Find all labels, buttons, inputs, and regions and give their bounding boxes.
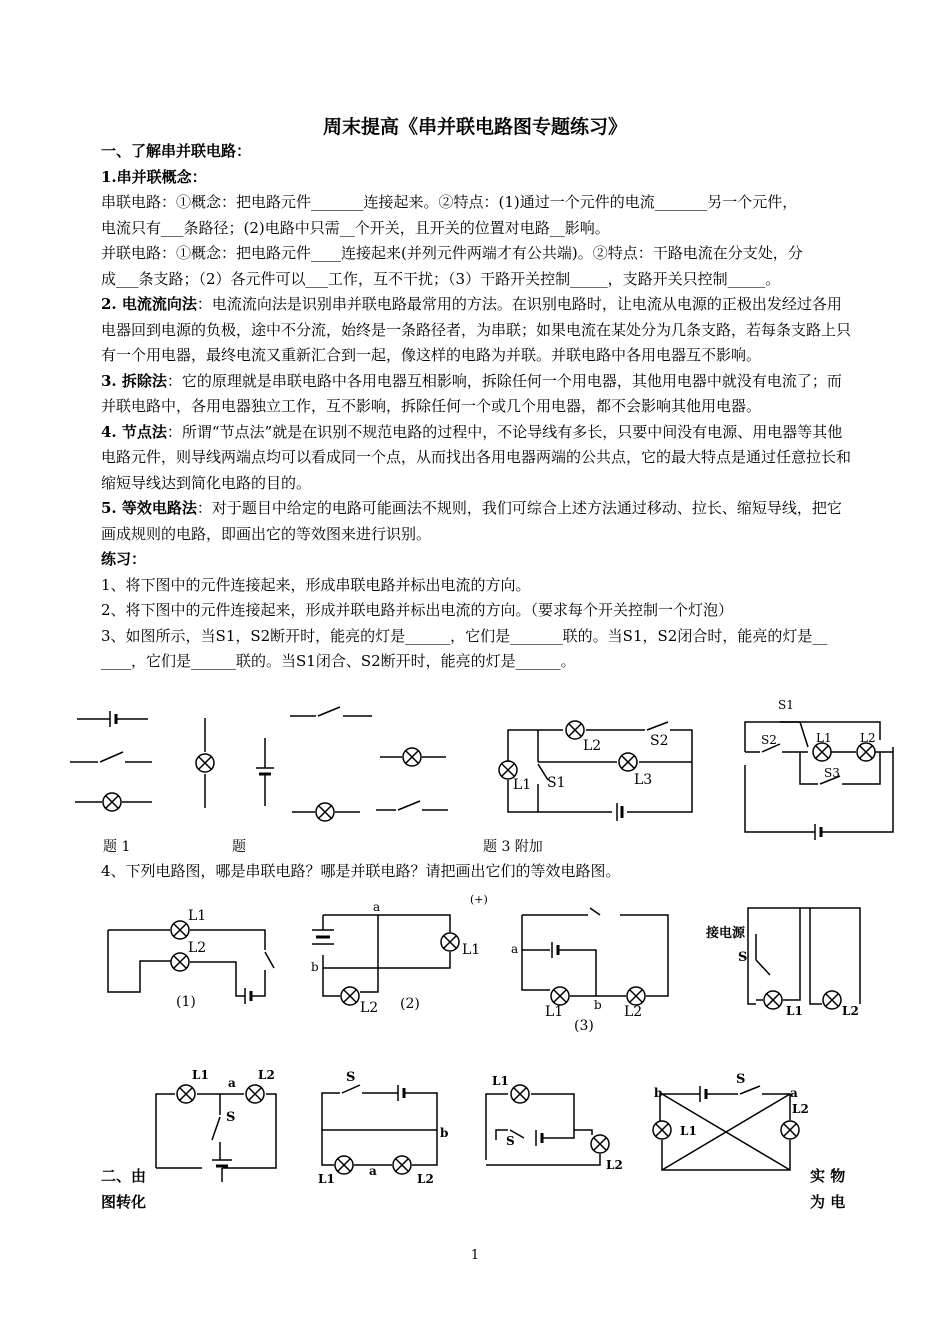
method-3-heading: 3. 拆除法 <box>101 371 167 390</box>
label-b: b <box>654 1086 663 1100</box>
label-l1: L1 <box>188 908 207 924</box>
caption-q3: 题 3 附加 <box>483 839 543 855</box>
section-2-left-2: 图转化 <box>101 1193 147 1211</box>
label-l1: L1 <box>462 942 481 958</box>
lamp-symbol <box>196 718 214 808</box>
exercise-1: 1、将下图中的元件连接起来，形成串联电路并标出电流的方向。 <box>101 575 531 594</box>
figure-number-3: (3) <box>574 1018 594 1034</box>
row3-circuit-4 <box>653 1086 799 1170</box>
figure-number-2: (2) <box>400 996 420 1012</box>
parallel-line-1: 并联电路：①概念：把电路元件____连接起来(并列元件两端才有公共端)。②特点：干路电流在分支处，分 <box>101 244 803 262</box>
switch-symbol <box>290 707 372 716</box>
section-2-right-2: 为 电 <box>810 1193 846 1211</box>
label-s: S <box>506 1134 515 1148</box>
label-s2: S2 <box>761 733 777 747</box>
q4-circuit-3 <box>522 908 668 1005</box>
exercise-2: 2、将下图中的元件连接起来，形成并联电路并标出电流的方向。（要求每个开关控制一个灯泡） <box>101 601 734 619</box>
label-l2: L2 <box>258 1068 275 1082</box>
label-b: b <box>311 960 319 974</box>
caption-q2: 题 <box>232 839 246 855</box>
label-s: S <box>226 1110 236 1125</box>
concept-heading: 1.串并联概念： <box>101 167 207 186</box>
battery-symbol <box>256 738 274 806</box>
label-l1: L1 <box>816 731 832 745</box>
method-4-text: ：所谓“节点法”就是在识别不规范电路的过程中，不论导线有多长，只要中间没有电源、用电器等其他电路元件，则导线两端点均可以看成同一个点，从而找出各用电器两端的公共点，它的最大特点是通过任意拉长和缩短导线达到简化电路的目的。 <box>101 422 852 492</box>
label-s: S <box>738 950 748 965</box>
parallel-line-2: 成___条支路；（2）各元件可以___工作，互不干扰；（3）干路开关控制_____，支路开关只控制_____。 <box>101 269 781 288</box>
label-l1: L1 <box>545 1004 564 1020</box>
lamp-symbol <box>292 803 360 821</box>
label-l1: L1 <box>192 1068 209 1082</box>
row3-circuit-3 <box>486 1085 609 1165</box>
series-line-2: 电流只有___条路径；(2)电路中只需__个开关，且开关的位置对电路__影响。 <box>101 218 610 237</box>
label-a: a <box>790 1086 798 1100</box>
switch-symbol <box>376 801 448 810</box>
figure-number-1: (1) <box>176 994 196 1010</box>
label-s3: S3 <box>824 766 840 780</box>
method-5-text: ：对于题目中给定的电路可能画法不规则，我们可综合上述方法通过移动、拉长、缩短导线，把它画成规则的电路，即画出它的等效图来进行识别。 <box>101 499 842 543</box>
series-line-1: 串联电路：①概念：把电路元件_______连接起来。②特点：(1)通过一个元件的电流_______另一个元件， <box>101 193 798 211</box>
page-title: 周末提高《串并联电路图专题练习》 <box>322 116 627 138</box>
method-3-text: ：它的原理就是串联电路中各用电器互相影响，拆除任何一个用电器，其他用电器中就没有电流了；而并联电路中，各用电器独立工作，互不影响，拆除任何一个或几个用电器，都不会影响其他用电器。 <box>101 371 842 415</box>
label-a: a <box>369 1164 377 1178</box>
lamp-symbol <box>75 793 152 811</box>
label-l1: L1 <box>680 1124 697 1138</box>
label-l2: L2 <box>792 1102 809 1116</box>
caption-q1: 题 1 <box>103 839 131 855</box>
lamp-symbol <box>380 748 446 766</box>
label-s1: S1 <box>778 698 794 712</box>
label-s2: S2 <box>650 733 669 749</box>
label-l2: L2 <box>860 731 876 745</box>
label-a: a <box>373 900 381 914</box>
label-l2: L2 <box>583 738 602 754</box>
exercise-3-line-1: 3、如图所示，当S1，S2断开时，能亮的灯是______，它们是_______联的。当S1，S2闭合时，能亮的灯是__ <box>101 626 828 645</box>
exercise-4: 4、下列电路图，哪是串联电路？哪是并联电路？请把画出它们的等效电路图。 <box>101 862 621 880</box>
label-a: a <box>228 1076 236 1090</box>
label-l2: L2 <box>417 1172 434 1186</box>
label-top-mark: (+) <box>470 893 488 906</box>
label-l1: L1 <box>492 1074 509 1088</box>
label-s: S <box>736 1072 746 1087</box>
q4-circuit-1 <box>108 921 274 1004</box>
label-s1: S1 <box>547 775 566 791</box>
label-power-source: 接电源 <box>706 926 746 941</box>
q4-circuit-4 <box>748 908 860 1009</box>
exercise-3-line-2: ____，它们是______联的。当S1闭合、S2断开时，能亮的灯是______。 <box>101 652 576 670</box>
label-l2: L2 <box>606 1158 623 1172</box>
label-l2: L2 <box>842 1004 859 1018</box>
label-b: b <box>440 1126 449 1140</box>
label-l3: L3 <box>634 772 653 788</box>
label-s: S <box>346 1070 356 1085</box>
section-2-right-1: 实 物 <box>810 1167 846 1185</box>
method-2-heading: 2. 电流流向法 <box>101 295 197 313</box>
battery-symbol <box>77 711 148 727</box>
row3-circuit-1 <box>156 1085 276 1182</box>
label-l2: L2 <box>188 940 207 956</box>
section-1-heading: 一、了解串并联电路： <box>101 142 252 160</box>
exercise-heading: 练习： <box>101 550 147 568</box>
label-b: b <box>594 998 602 1012</box>
method-5-heading: 5. 等效电路法 <box>101 499 197 517</box>
label-l1: L1 <box>513 777 532 793</box>
label-l2: L2 <box>624 1004 643 1020</box>
loose-components <box>70 707 448 821</box>
method-4-heading: 4. 节点法 <box>101 422 167 441</box>
q4-circuit-2 <box>312 915 459 1005</box>
switch-symbol <box>70 752 152 762</box>
label-a: a <box>511 942 519 956</box>
label-l1: L1 <box>786 1004 803 1018</box>
label-l1: L1 <box>318 1172 335 1186</box>
row3-circuit-2 <box>322 1085 437 1174</box>
page-number: 1 <box>470 1248 480 1263</box>
section-2-left-1: 二、由 <box>101 1167 147 1185</box>
method-2-text: ：电流流向法是识别串并联电路最常用的方法。在识别电路时，让电流从电源的正极出发经过各用电器回到电源的负极，途中不分流，始终是一条路径者，为串联；如果电流在某处分为几条支路，若每条支路上只有一个用电器，最终电流又重新汇合到一起，像这样的电路为并联。并联电路中各用电器互不影响。 <box>101 295 852 364</box>
label-l2: L2 <box>360 1000 379 1016</box>
